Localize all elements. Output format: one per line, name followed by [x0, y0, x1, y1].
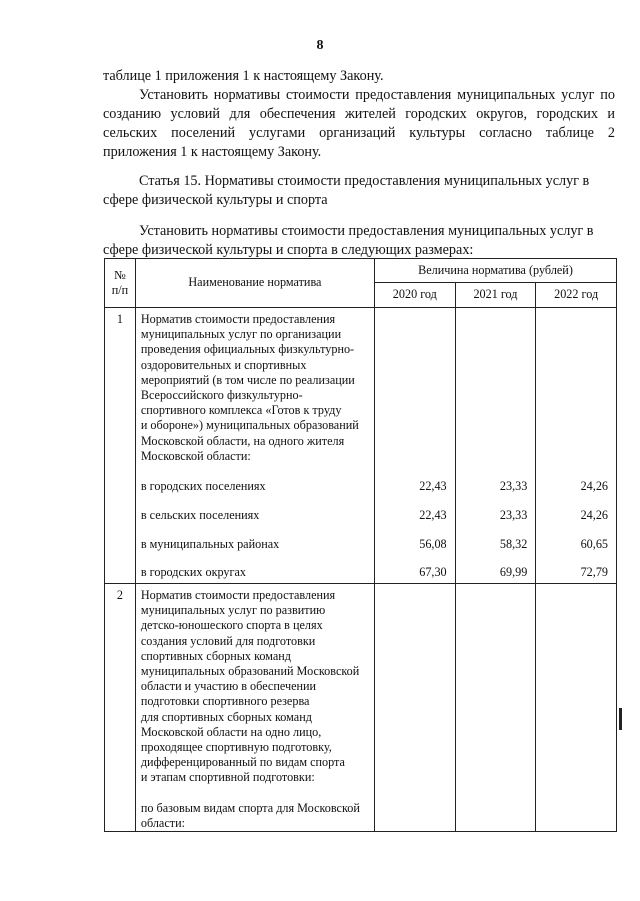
subrow-value: 24,26 [536, 494, 617, 523]
header-value-group: Величина норматива (рублей) [374, 259, 616, 283]
paragraph-sport-norms: Установить нормативы стоимости предоставления муниципальных услуг в сфере физической культуры и спорта в следующих размерах: [103, 223, 594, 258]
row-value-empty [455, 584, 536, 832]
table-header-row [105, 259, 617, 283]
subrow-value: 22,43 [374, 464, 455, 494]
subrow-value: 69,99 [455, 552, 536, 584]
subrow-name: в муниципальных районах [135, 523, 374, 552]
subrow-value: 60,65 [536, 523, 617, 552]
header-name: Наименование норматива [135, 259, 374, 308]
paragraph-continuation: таблице 1 приложения 1 к настоящему Закону. [103, 68, 384, 84]
subrow-name: в городских поселениях [135, 464, 374, 494]
header-year-2022: 2022 год [536, 283, 617, 308]
subrow-value: 23,33 [455, 494, 536, 523]
table-row [105, 308, 617, 465]
table-subrow [105, 552, 617, 584]
subrow-name: в городских округах [135, 552, 374, 584]
header-num: № п/п [105, 259, 136, 308]
row-value-empty [374, 584, 455, 832]
page-number: 8 [316, 38, 324, 53]
subrow-value: 24,26 [536, 464, 617, 494]
header-year-2020: 2020 год [374, 283, 455, 308]
table-subrow [105, 523, 617, 552]
header-year-2021: 2021 год [455, 283, 536, 308]
scan-edge-mark [619, 708, 622, 730]
row-number: 2 [105, 584, 136, 832]
row-description-text: Норматив стоимости предоставления муниципальных услуг по развитию детско-юношеского спорта в целях создания условий для подготовки спортивных сборных команд муниципальных образований Московской области и участию в обеспечении подготовки спортивного резерва для спортивных сборных команд Московской области на одно лицо, проходящее спортивную подготовку, дифференцированный по видам спорта и этапам спортивной подготовки: [140, 588, 360, 785]
subrow-value: 23,33 [455, 464, 536, 494]
row-value-empty [455, 308, 536, 465]
subrow-value: 56,08 [374, 523, 455, 552]
subrow-value: 58,32 [455, 523, 536, 552]
row-value-empty [536, 308, 617, 465]
table-subrow [105, 494, 617, 523]
norms-table [104, 258, 617, 832]
row-value-empty [536, 584, 617, 832]
row-description-tail: по базовым видам спорта для Московской области: [140, 800, 360, 830]
row-description: Норматив стоимости предоставления муниципальных услуг по организации проведения официальных физкультурно- оздоровительных и спортивных мероприятий (в том числе по реализации Всероссийского физкультурно- спортивного комплекса «Готов к труду и обороне») муниципальных образований Московской области, на одного жителя Московской области: [135, 308, 374, 465]
table-subrow [105, 464, 617, 494]
subrow-value: 67,30 [374, 552, 455, 584]
table-row [105, 584, 617, 832]
subrow-name: в сельских поселениях [135, 494, 374, 523]
row-value-empty [374, 308, 455, 465]
subrow-value: 22,43 [374, 494, 455, 523]
paragraph-culture-norms: Установить нормативы стоимости предоставления муниципальных услуг по созданию условий для обеспечения жителей городских округов, городских и сельских поселений услугами организаций культуры согласно таблице 2 приложения 1 к настоящему Закону. [103, 87, 615, 160]
subrow-value: 72,79 [536, 552, 617, 584]
article-15-heading: Статья 15. Нормативы стоимости предоставления муниципальных услуг в сфере физической культуры и спорта [103, 173, 590, 208]
row-number: 1 [105, 308, 136, 584]
row-description [135, 584, 374, 832]
